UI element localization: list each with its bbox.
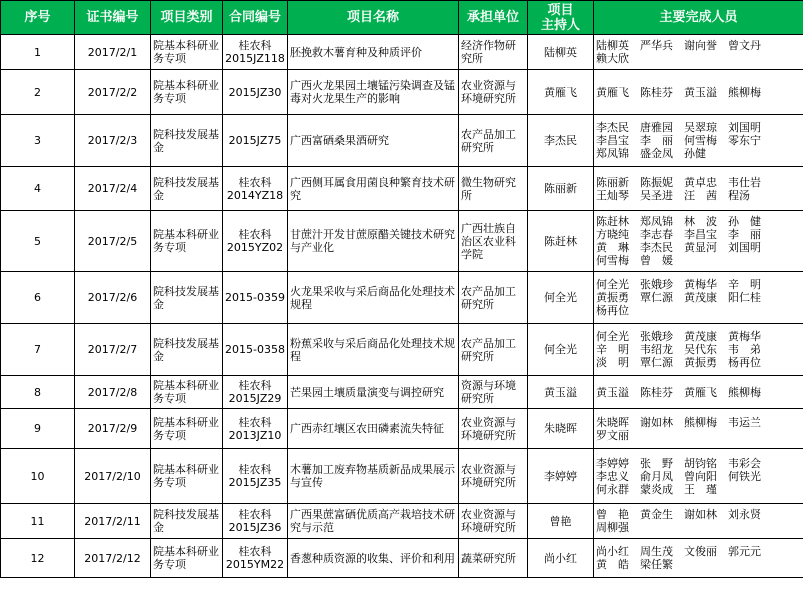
cell-host: 黄玉溢 [528, 376, 594, 409]
cell-host: 李婷婷 [528, 449, 594, 504]
cell-name: 火龙果采收与采后商品化处理技术规程 [288, 272, 459, 324]
cell-no: 1 [1, 35, 75, 70]
cell-unit: 农业资源与环境研究所 [459, 504, 528, 539]
table-row [1, 539, 803, 578]
table-row [1, 115, 803, 167]
table-row [1, 376, 803, 409]
cell-no: 11 [1, 504, 75, 539]
header-host: 项目 主持人 [528, 1, 594, 35]
cell-no: 10 [1, 449, 75, 504]
cell-members: 曾 艳 黄金生 谢如林 刘永贤 周柳强 [594, 504, 803, 539]
cell-name: 甘蔗汁开发甘蔗原醋关键技术研究与产业化 [288, 211, 459, 272]
cell-host: 陈丽新 [528, 167, 594, 211]
cell-host: 何全光 [528, 272, 594, 324]
cell-category: 院科技发展基金 [151, 115, 223, 167]
header-no: 序号 [1, 1, 75, 35]
cell-cert: 2017/2/5 [75, 211, 151, 272]
cell-category: 院基本科研业务专项 [151, 409, 223, 449]
cell-cert: 2017/2/1 [75, 35, 151, 70]
cell-unit: 资源与环境研究所 [459, 376, 528, 409]
cell-members: 黄雁飞 陈桂芬 黄玉溢 熊柳梅 [594, 70, 803, 115]
header-cert: 证书编号 [75, 1, 151, 35]
cell-host: 陆柳英 [528, 35, 594, 70]
cell-members: 何全光 张娥珍 黄梅华 辛 明 黄振勇 覃仁源 黄茂康 阳仁桂 杨再位 [594, 272, 803, 324]
cell-category: 院科技发展基金 [151, 167, 223, 211]
cell-no: 7 [1, 324, 75, 376]
cell-host: 黄雁飞 [528, 70, 594, 115]
cell-name: 广西富硒桑果酒研究 [288, 115, 459, 167]
cell-no: 2 [1, 70, 75, 115]
cell-unit: 农业资源与环境研究所 [459, 449, 528, 504]
table-body [1, 35, 803, 578]
cell-unit: 微生物研究所 [459, 167, 528, 211]
cell-members: 李杰民 唐雅园 吴翠琼 刘国明 李昌宝 李 丽 何雪梅 零东宁 郑凤锦 盛金凤 孙健 [594, 115, 803, 167]
table-row [1, 70, 803, 115]
header-name: 项目名称 [288, 1, 459, 35]
cell-cert: 2017/2/7 [75, 324, 151, 376]
cell-cert: 2017/2/12 [75, 539, 151, 578]
header-unit: 承担单位 [459, 1, 528, 35]
cell-no: 5 [1, 211, 75, 272]
table-row [1, 449, 803, 504]
header-contract: 合同编号 [223, 1, 288, 35]
header-category: 项目类别 [151, 1, 223, 35]
cell-members: 何全光 张娥珍 黄茂康 黄梅华 辛 明 韦绍龙 吴代东 韦 弟 淡 明 覃仁源 黄振勇 杨再位 [594, 324, 803, 376]
table-row [1, 35, 803, 70]
cell-no: 12 [1, 539, 75, 578]
cell-category: 院基本科研业务专项 [151, 539, 223, 578]
cell-name: 芒果园土壤质量演变与调控研究 [288, 376, 459, 409]
cell-contract: 桂农科 2015JZ118 [223, 35, 288, 70]
cell-unit: 农产品加工研究所 [459, 324, 528, 376]
cell-category: 院基本科研业务专项 [151, 70, 223, 115]
cell-contract: 桂农科 2015JZ35 [223, 449, 288, 504]
cell-host: 尚小红 [528, 539, 594, 578]
cell-host: 李杰民 [528, 115, 594, 167]
cell-contract: 桂农科 2015YM22 [223, 539, 288, 578]
cell-unit: 农业资源与环境研究所 [459, 70, 528, 115]
cell-members: 尚小红 周生茂 文俊丽 郭元元 黄 皓 梁任繁 [594, 539, 803, 578]
cell-cert: 2017/2/11 [75, 504, 151, 539]
table-row [1, 211, 803, 272]
cell-category: 院基本科研业务专项 [151, 211, 223, 272]
cell-contract: 2015JZ75 [223, 115, 288, 167]
cell-contract: 桂农科 2015JZ36 [223, 504, 288, 539]
cell-name: 粉蕉采收与采后商品化处理技术规程 [288, 324, 459, 376]
cell-cert: 2017/2/9 [75, 409, 151, 449]
cell-contract: 桂农科 2014YZ18 [223, 167, 288, 211]
cell-name: 木薯加工废弃物基质新品成果展示与宣传 [288, 449, 459, 504]
cell-contract: 2015-0359 [223, 272, 288, 324]
cell-unit: 农业资源与环境研究所 [459, 409, 528, 449]
cell-category: 院基本科研业务专项 [151, 35, 223, 70]
cell-cert: 2017/2/4 [75, 167, 151, 211]
cell-name: 广西火龙果园土壤锰污染调查及锰毒对火龙果生产的影响 [288, 70, 459, 115]
table-row [1, 324, 803, 376]
cell-contract: 2015JZ30 [223, 70, 288, 115]
header-members: 主要完成人员 [594, 1, 803, 35]
cell-name: 胚挽救木薯育种及种质评价 [288, 35, 459, 70]
cell-unit: 农产品加工研究所 [459, 115, 528, 167]
table-row [1, 272, 803, 324]
header-row [1, 1, 803, 35]
cell-cert: 2017/2/3 [75, 115, 151, 167]
cell-category: 院科技发展基金 [151, 324, 223, 376]
cell-members: 朱晓晖 谢如林 熊柳梅 韦运兰 罗文丽 [594, 409, 803, 449]
cell-members: 陈赶林 郑凤锦 林 波 孙 健 方晓纯 李志春 李昌宝 李 丽 黄 琳 李杰民 黄显河 刘国明 何雪梅 曾 媛 [594, 211, 803, 272]
cell-host: 曾艳 [528, 504, 594, 539]
cell-unit: 广西壮族自治区农业科学院 [459, 211, 528, 272]
cell-cert: 2017/2/8 [75, 376, 151, 409]
cell-unit: 经济作物研究所 [459, 35, 528, 70]
cell-contract: 2015-0358 [223, 324, 288, 376]
cell-name: 广西赤红壤区农田磷素流失特征 [288, 409, 459, 449]
cell-host: 何全光 [528, 324, 594, 376]
cell-contract: 桂农科 2015YZ02 [223, 211, 288, 272]
table-row [1, 409, 803, 449]
cell-no: 8 [1, 376, 75, 409]
cell-contract: 桂农科 2013JZ10 [223, 409, 288, 449]
cell-cert: 2017/2/6 [75, 272, 151, 324]
cell-members: 陈丽新 陈振妮 黄卓忠 韦仕岩 王灿琴 吴圣进 汪 茜 程汤 [594, 167, 803, 211]
cell-no: 3 [1, 115, 75, 167]
cell-name: 香葱种质资源的收集、评价和利用 [288, 539, 459, 578]
cell-no: 4 [1, 167, 75, 211]
cell-no: 9 [1, 409, 75, 449]
cell-name: 广西侧耳属食用菌良种繁育技术研究 [288, 167, 459, 211]
table-row [1, 504, 803, 539]
table-row [1, 167, 803, 211]
cell-category: 院科技发展基金 [151, 272, 223, 324]
cell-contract: 桂农科 2015JZ29 [223, 376, 288, 409]
cell-category: 院基本科研业务专项 [151, 376, 223, 409]
cell-cert: 2017/2/2 [75, 70, 151, 115]
cell-cert: 2017/2/10 [75, 449, 151, 504]
cell-name: 广西果蔗富硒优质高产栽培技术研究与示范 [288, 504, 459, 539]
cell-unit: 农产品加工研究所 [459, 272, 528, 324]
cell-no: 6 [1, 272, 75, 324]
cell-category: 院基本科研业务专项 [151, 449, 223, 504]
cell-members: 李婷婷 张 野 胡钧铭 韦彩会 李忠义 俞月凤 曾向阳 何铁光 何永群 蒙炎成 王 瑾 [594, 449, 803, 504]
cell-members: 陆柳英 严华兵 谢向誉 曾文丹 赖大欣 [594, 35, 803, 70]
cell-members: 黄玉溢 陈桂芬 黄雁飞 熊柳梅 [594, 376, 803, 409]
cell-host: 朱晓晖 [528, 409, 594, 449]
cell-unit: 蔬菜研究所 [459, 539, 528, 578]
cell-host: 陈赶林 [528, 211, 594, 272]
cell-category: 院科技发展基金 [151, 504, 223, 539]
